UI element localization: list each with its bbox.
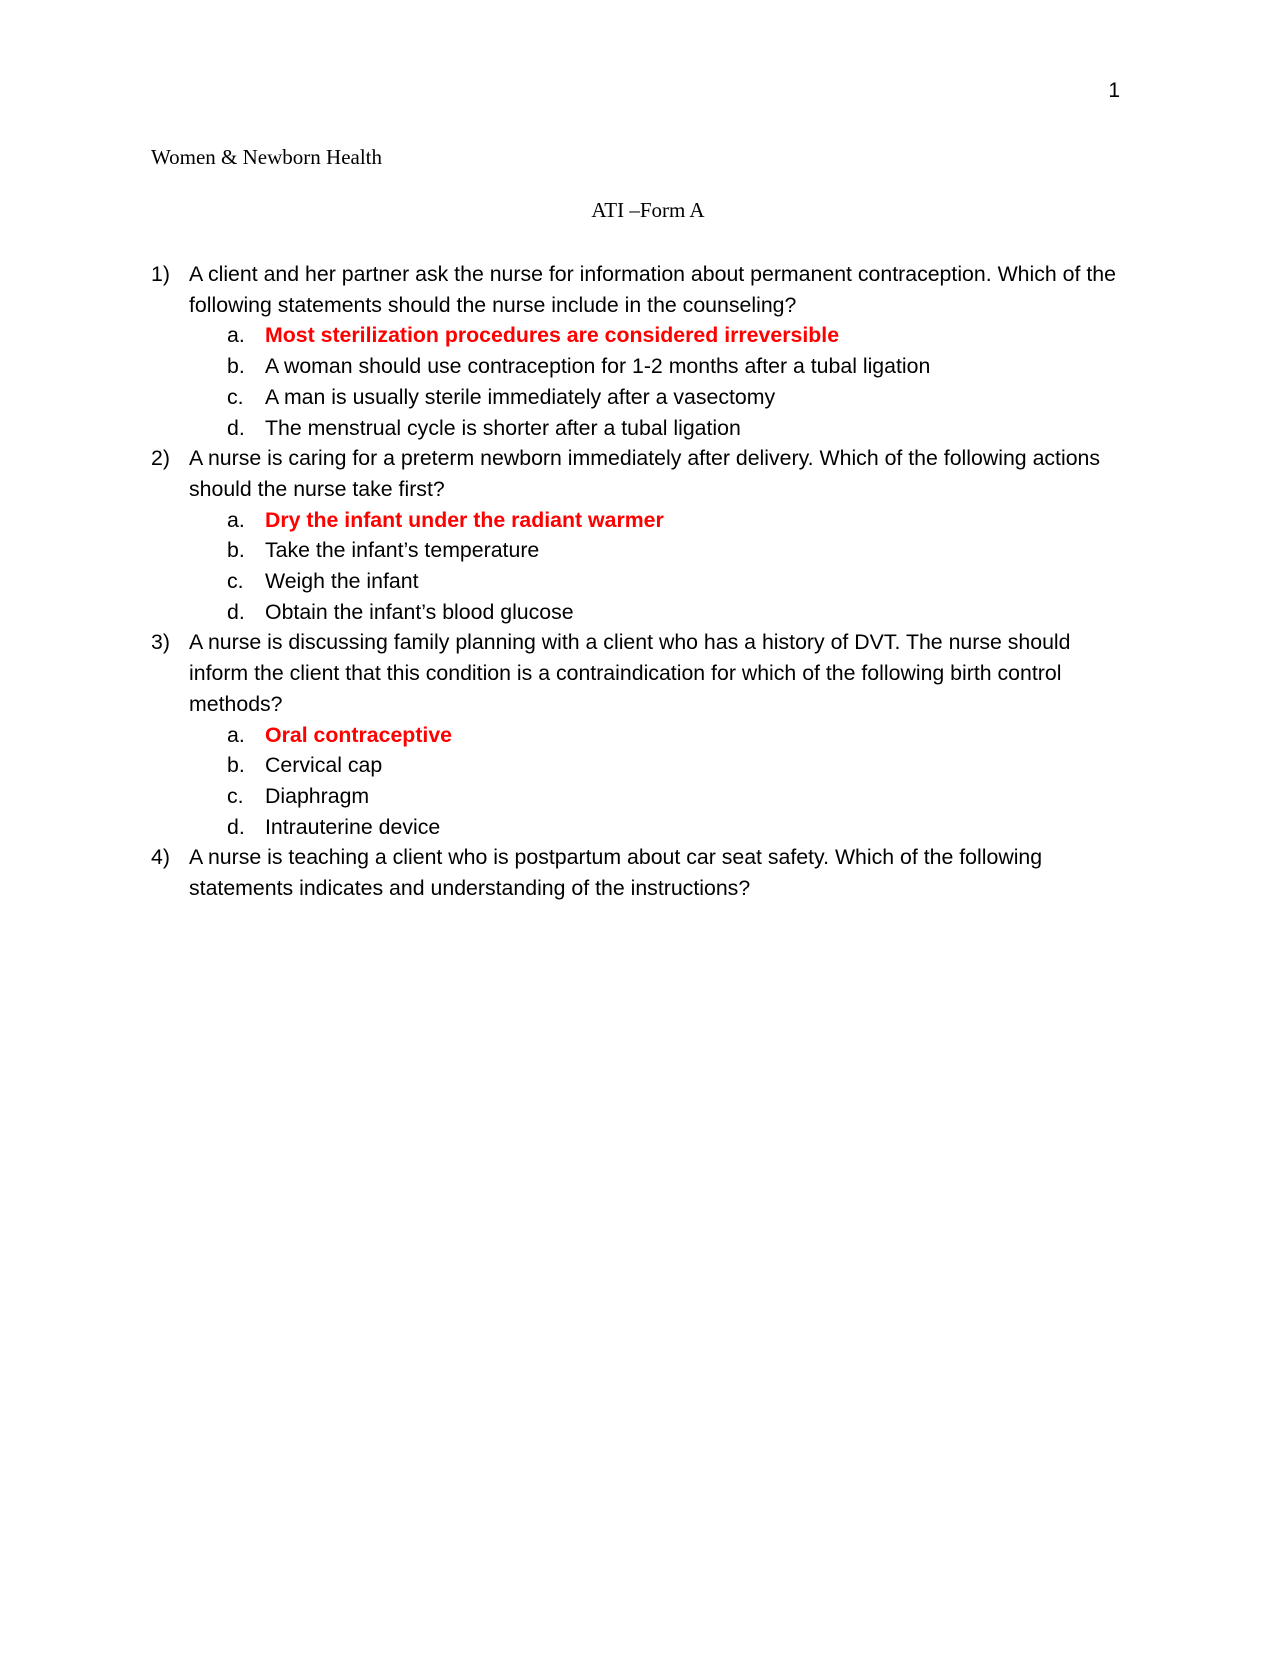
option-text: The menstrual cycle is shorter after a tubal ligation [265,415,741,440]
question-stem: A nurse is discussing family planning with a client who has a history of DVT. The nurse should inform the client that this condition is a contraindication for which of the following birth control methods? [189,630,1071,716]
correct-answer-text: Oral contraceptive [265,722,453,747]
document-header: Women & Newborn Health [151,145,382,169]
question-body [189,259,1131,443]
correct-answer-text: Most sterilization procedures are considered irreversible [265,323,840,348]
answer-option [189,505,1131,536]
option-text: A man is usually sterile immediately after a vasectomy [265,384,776,409]
answer-options [189,320,1131,443]
option-text: Weigh the infant [265,569,419,594]
option-text: Take the infant’s temperature [265,538,540,563]
option-letter: d. [227,415,245,440]
option-letter: d. [227,599,245,624]
question-3 [151,627,1131,842]
page-number: 1 [1108,79,1120,102]
answer-option [189,566,1131,597]
option-letter: d. [227,814,245,839]
option-letter: c. [227,384,244,409]
option-letter: c. [227,569,244,594]
answer-option [189,535,1131,566]
question-number: 1) [151,262,170,286]
question-list [151,259,1131,904]
answer-option [189,351,1131,382]
option-text: A woman should use contraception for 1-2 months after a tubal ligation [265,354,931,379]
answer-option [189,750,1131,781]
question-1 [151,259,1131,443]
question-body [189,842,1131,903]
document-title: ATI –Form A [591,198,705,222]
question-body [189,443,1131,627]
question-stem: A nurse is teaching a client who is postpartum about car seat safety. Which of the following statements indicates and understanding of the instructions? [189,845,1043,901]
question-stem: A client and her partner ask the nurse for information about permanent contraception. Which of the following statements should the nurse include in the counseling? [189,262,1116,317]
question-number: 4) [151,845,170,870]
answer-option [189,382,1131,413]
option-letter: a. [227,722,245,747]
answer-option [189,320,1131,351]
answer-options [189,505,1131,628]
answer-option [189,781,1131,812]
question-number: 3) [151,630,170,655]
answer-option [189,720,1131,751]
question-body [189,627,1131,842]
option-letter: a. [227,323,245,348]
question-stem: A nurse is caring for a preterm newborn immediately after delivery. Which of the following actions should the nurse take first? [189,446,1101,501]
question-number: 2) [151,446,170,471]
answer-option [189,812,1131,843]
option-letter: b. [227,538,245,563]
answer-options [189,720,1131,843]
option-letter: a. [227,507,245,532]
answer-option [189,413,1131,444]
option-letter: c. [227,783,244,808]
option-text: Obtain the infant’s blood glucose [265,599,574,624]
question-2 [151,443,1131,627]
option-letter: b. [227,354,245,379]
option-text: Cervical cap [265,753,383,778]
correct-answer-text: Dry the infant under the radiant warmer [265,507,664,532]
option-text: Intrauterine device [265,814,441,839]
answer-option [189,597,1131,628]
option-text: Diaphragm [265,783,370,808]
question-4 [151,842,1131,903]
option-letter: b. [227,753,245,778]
